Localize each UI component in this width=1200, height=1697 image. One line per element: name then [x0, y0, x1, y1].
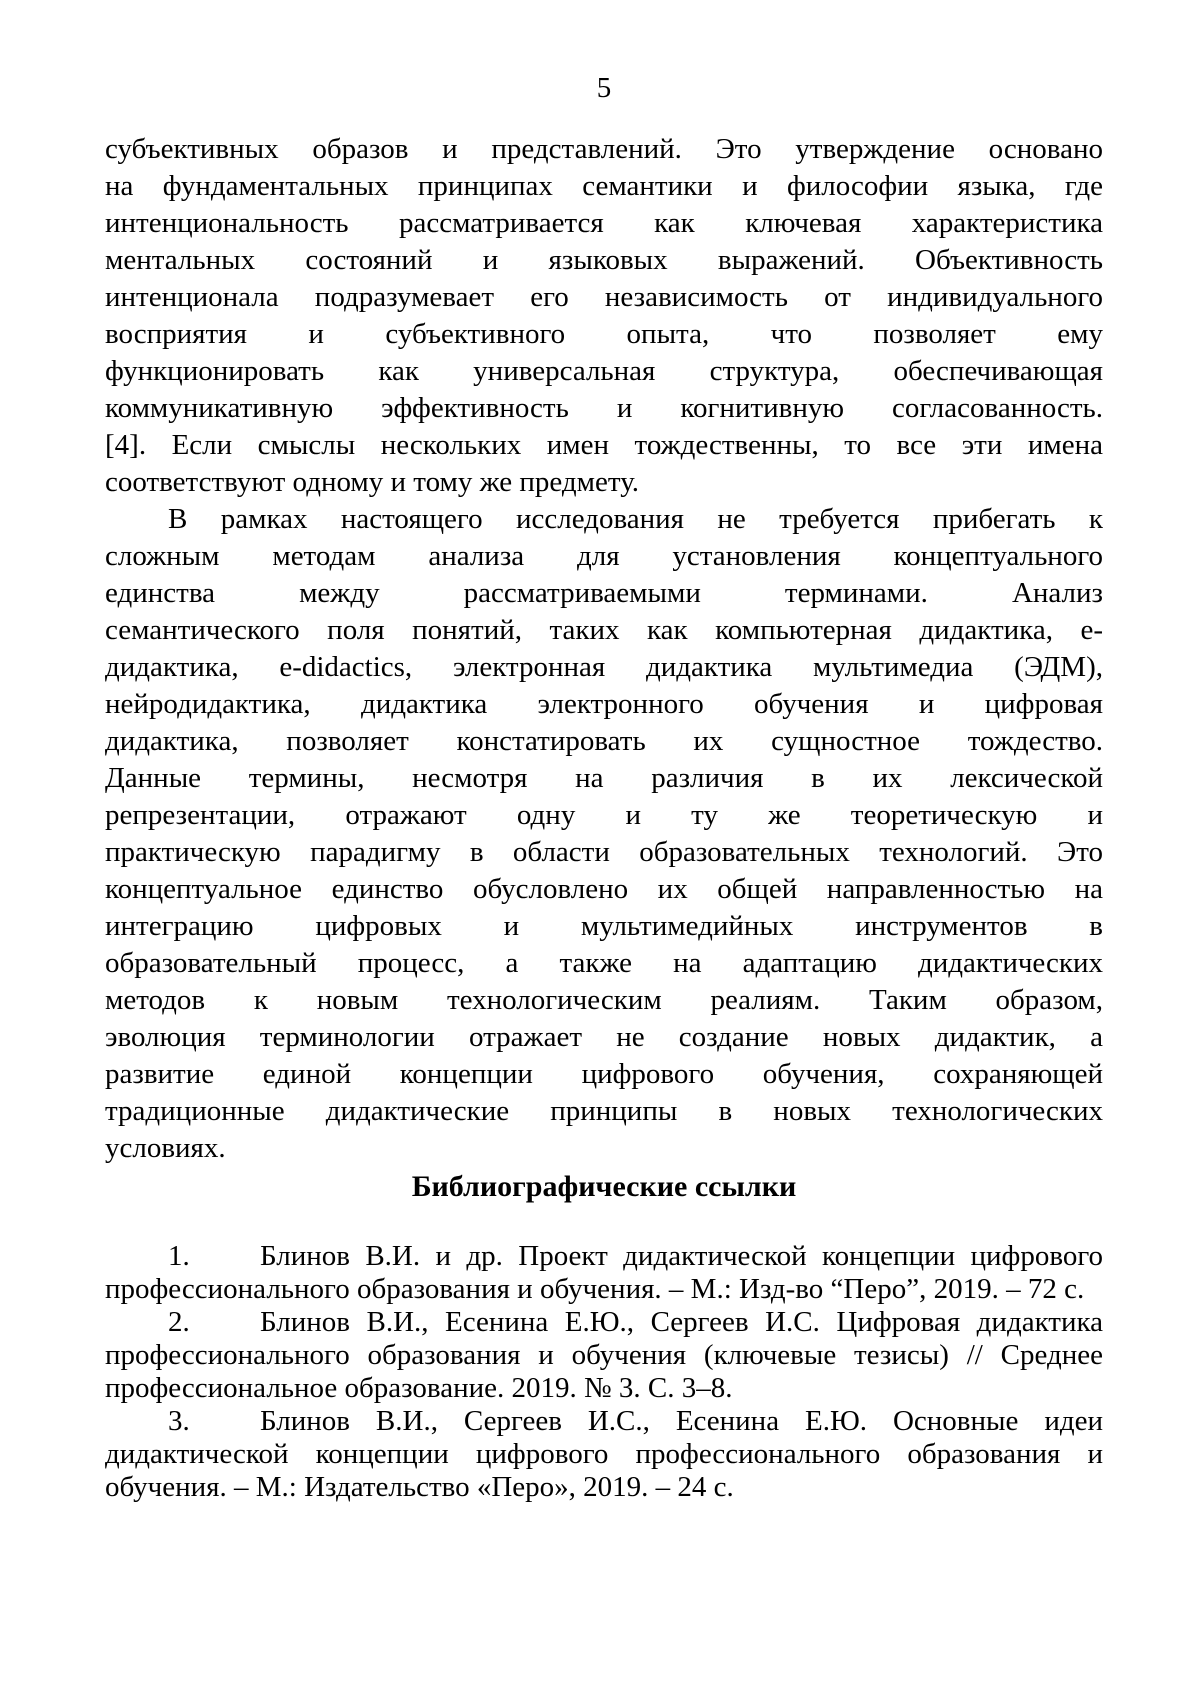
- reference-number: 2.: [168, 1306, 190, 1338]
- page-number: 5: [596, 72, 612, 104]
- reference-list: [105, 1240, 1103, 1504]
- reference-number: 1.: [168, 1240, 190, 1272]
- reference-item: [105, 1240, 1103, 1306]
- body-line: условиях.: [105, 1132, 226, 1164]
- reference-number: 3.: [168, 1405, 190, 1437]
- paragraph-2: [105, 501, 1103, 1167]
- body-line: на фундаментальных принципах семантики и философии языка, где: [105, 170, 1103, 202]
- body-line: единства между рассматриваемыми терминами. Анализ: [105, 577, 1103, 609]
- body-line: интенциональность рассматривается как ключевая характеристика: [105, 207, 1103, 239]
- body-line: эволюция терминологии отражает не создание новых дидактик, а: [105, 1021, 1103, 1053]
- reference-line: [105, 1240, 1103, 1273]
- reference-text: Блинов В.И., Сергеев И.С., Есенина Е.Ю. Основные идеи: [260, 1405, 1103, 1437]
- bibliography-heading: Библиографические ссылки: [411, 1170, 797, 1203]
- reference-line: профессионального образования и обучения (ключевые тезисы) // Среднее: [105, 1339, 1103, 1371]
- body-line: интеграцию цифровых и мультимедийных инструментов в: [105, 910, 1103, 942]
- reference-text: Блинов В.И. и др. Проект дидактической концепции цифрового: [260, 1240, 1103, 1272]
- body-line: нейродидактика, дидактика электронного обучения и цифровая: [105, 688, 1103, 720]
- body-line: субъективных образов и представлений. Это утверждение основано: [105, 133, 1103, 165]
- body-line: традиционные дидактические принципы в новых технологических: [105, 1095, 1103, 1127]
- body-line: репрезентации, отражают одну и ту же теоретическую и: [105, 799, 1103, 831]
- body-line: концептуальное единство обусловлено их общей направленностью на: [105, 873, 1103, 905]
- body-line: интенционала подразумевает его независимость от индивидуального: [105, 281, 1103, 313]
- body-line: ментальных состояний и языковых выражений. Объективность: [105, 244, 1103, 276]
- body-line: сложным методам анализа для установления концептуального: [105, 540, 1103, 572]
- paragraph-1: [105, 131, 1103, 501]
- body-line: дидактика, позволяет констатировать их сущностное тождество.: [105, 725, 1103, 757]
- reference-item: [105, 1405, 1103, 1504]
- reference-line: [105, 1306, 1103, 1339]
- reference-line: [105, 1405, 1103, 1438]
- reference-item: [105, 1306, 1103, 1405]
- body-line: функционировать как универсальная структура, обеспечивающая: [105, 355, 1103, 387]
- reference-line: дидактической концепции цифрового профессионального образования и: [105, 1438, 1103, 1470]
- body-line: развитие единой концепции цифрового обучения, сохраняющей: [105, 1058, 1103, 1090]
- reference-text: Блинов В.И., Есенина Е.Ю., Сергеев И.С. Цифровая дидактика: [260, 1306, 1103, 1338]
- body-line: образовательный процесс, а также на адаптацию дидактических: [105, 947, 1103, 979]
- reference-line: профессионального образования и обучения. – М.: Изд-во “Перо”, 2019. – 72 с.: [105, 1273, 1085, 1305]
- body-line: коммуникативную эффективность и когнитивную согласованность.: [105, 392, 1103, 424]
- body-line: практическую парадигму в области образовательных технологий. Это: [105, 836, 1103, 868]
- body-line: Данные термины, несмотря на различия в их лексической: [105, 762, 1103, 794]
- body-line: методов к новым технологическим реалиям. Таким образом,: [105, 984, 1103, 1016]
- body-line: семантического поля понятий, таких как компьютерная дидактика, е-: [105, 614, 1103, 646]
- reference-line: обучения. – М.: Издательство «Перо», 2019. – 24 с.: [105, 1471, 734, 1503]
- body-line: восприятия и субъективного опыта, что позволяет ему: [105, 318, 1103, 350]
- body-line: соответствуют одному и тому же предмету.: [105, 466, 640, 498]
- reference-line: профессиональное образование. 2019. № 3. С. 3–8.: [105, 1372, 733, 1404]
- body-line: В рамках настоящего исследования не требуется прибегать к: [168, 503, 1103, 535]
- body-line: [4]. Если смыслы нескольких имен тождественны, то все эти имена: [105, 429, 1103, 461]
- text-column: [105, 70, 1103, 1504]
- body-line: дидактика, e-didactics, электронная дидактика мультимедиа (ЭДМ),: [105, 651, 1103, 683]
